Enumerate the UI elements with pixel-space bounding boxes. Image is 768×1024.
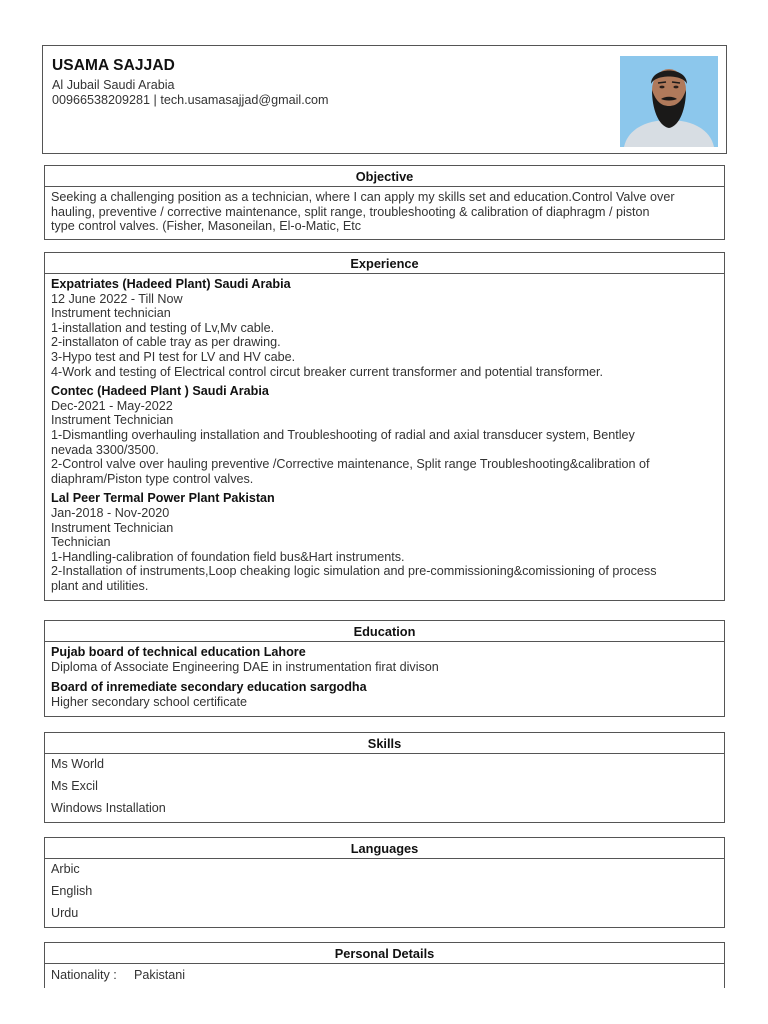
experience-entry bbox=[51, 384, 718, 486]
education-entry bbox=[51, 680, 718, 709]
experience-heading: Experience bbox=[45, 253, 724, 274]
candidate-name: USAMA SAJJAD bbox=[52, 57, 175, 74]
objective-heading: Objective bbox=[45, 166, 724, 187]
objective-section bbox=[44, 165, 725, 240]
profile-photo bbox=[620, 56, 718, 147]
objective-text-line: Seeking a challenging position as a technician, where I can apply my skills set and education.Control Valve over bbox=[51, 190, 675, 204]
experience-dates: Dec-2021 - May-2022 bbox=[51, 398, 173, 413]
experience-duty: diaphram/Piston type control valves. bbox=[51, 471, 254, 486]
objective-text-line: type control valves. (Fisher, Masoneilan, El-o-Matic, Etc bbox=[51, 219, 362, 234]
candidate-location: Al Jubail Saudi Arabia bbox=[52, 78, 175, 92]
experience-role: Instrument technician bbox=[51, 306, 171, 321]
education-qualification: Diploma of Associate Engineering DAE in instrumentation firat divison bbox=[51, 659, 439, 674]
experience-duty: 4-Work and testing of Electrical control circut breaker current transformer and potential transformer. bbox=[51, 364, 604, 379]
experience-duty: 3-Hypo test and PI test for LV and HV cabe. bbox=[51, 349, 296, 364]
experience-entry bbox=[51, 277, 718, 379]
experience-duty: 1-Handling-calibration of foundation field bus&Hart instruments. bbox=[51, 549, 405, 564]
nationality-value: Pakistani bbox=[134, 968, 186, 982]
experience-dates: 12 June 2022 - Till Now bbox=[51, 291, 183, 306]
skills-heading: Skills bbox=[45, 733, 724, 754]
experience-duty: 2-installaton of cable tray as per drawing. bbox=[51, 335, 281, 350]
skill-item: Windows Installation bbox=[51, 801, 166, 815]
nationality-row bbox=[51, 966, 718, 988]
candidate-contact: 00966538209281 | tech.usamasajjad@gmail.com bbox=[52, 93, 329, 107]
education-heading: Education bbox=[45, 621, 724, 642]
experience-company: Contec (Hadeed Plant ) Saudi Arabia bbox=[51, 384, 269, 399]
experience-duty: nevada 3300/3500. bbox=[51, 442, 159, 457]
nationality-label: Nationality : bbox=[51, 968, 117, 982]
experience-duty: 1-Dismantling overhauling installation and Troubleshooting of radial and axial transducer system, Bentley bbox=[51, 427, 635, 442]
languages-section bbox=[44, 837, 725, 928]
skills-section bbox=[44, 732, 725, 823]
skill-item: Ms Excil bbox=[51, 779, 98, 793]
skill-item: Ms World bbox=[51, 757, 104, 771]
language-item: Urdu bbox=[51, 906, 79, 920]
education-section bbox=[44, 620, 725, 717]
education-entry bbox=[51, 645, 718, 674]
profile-photo-illustration bbox=[620, 56, 718, 147]
languages-heading: Languages bbox=[45, 838, 724, 859]
experience-section bbox=[44, 252, 725, 601]
education-institution: Board of inremediate secondary education sargodha bbox=[51, 680, 367, 695]
experience-role: Technician bbox=[51, 535, 111, 550]
experience-role: Instrument Technician bbox=[51, 520, 174, 535]
experience-company: Lal Peer Termal Power Plant Pakistan bbox=[51, 491, 275, 506]
experience-role: Instrument Technician bbox=[51, 413, 174, 428]
experience-dates: Jan-2018 - Nov-2020 bbox=[51, 505, 170, 520]
education-institution: Pujab board of technical education Lahore bbox=[51, 645, 306, 659]
experience-duty: 2-Installation of instruments,Loop cheaking logic simulation and pre-commissioning&comissioning of process bbox=[51, 564, 657, 579]
experience-duty: 2-Control valve over hauling preventive /Corrective maintenance, Split range Troubleshooting&calibration of bbox=[51, 457, 650, 472]
personal-details-section bbox=[44, 942, 725, 988]
experience-duty: 1-installation and testing of Lv,Mv cable. bbox=[51, 320, 275, 335]
objective-text-line: hauling, preventive / corrective maintenance, split range, troubleshooting & calibration of diaphragm / piston bbox=[51, 204, 650, 219]
experience-duty: plant and utilities. bbox=[51, 578, 149, 593]
experience-company: Expatriates (Hadeed Plant) Saudi Arabia bbox=[51, 277, 291, 291]
language-item: Arbic bbox=[51, 862, 80, 876]
resume-header bbox=[42, 45, 727, 154]
experience-entry bbox=[51, 491, 718, 593]
language-item: English bbox=[51, 884, 93, 898]
personal-details-heading: Personal Details bbox=[45, 943, 724, 964]
education-qualification: Higher secondary school certificate bbox=[51, 694, 247, 709]
